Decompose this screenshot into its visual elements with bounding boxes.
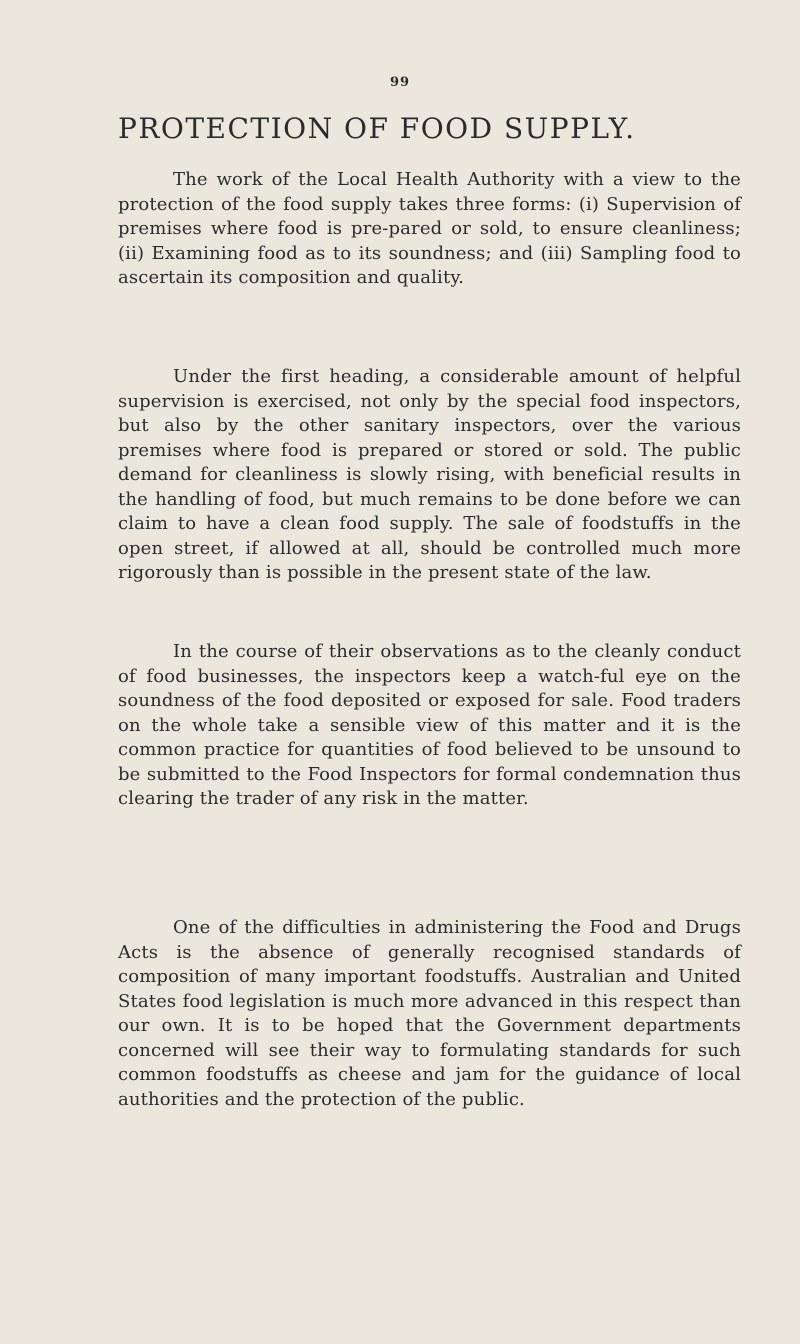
paragraph-examination: In the course of their observations as to the cleanly conduct of food businesses, the inspectors keep a watch-ful eye on the soundness of the food deposited or exposed for sale. Food traders on the whole take a sensible view of this matter and it is the common practice for quantities of food believed to be unsound to be submitted to the Food Inspectors for formal condemnation thus clearing the trader of any risk in the matter. bbox=[118, 641, 741, 809]
page-title: PROTECTION OF FOOD SUPPLY. bbox=[118, 112, 636, 145]
paragraph-standards: One of the difficulties in administering the Food and Drugs Acts is the absence of generally recognised standards of composition of many important foodstuffs. Australian and United States food legislation is much more advanced in this respect than our own. It is to be hoped that the Government departments concerned will see their way to formulating standards for such common foodstuffs as cheese and jam for the guidance of local authorities and the protection of the public. bbox=[118, 917, 741, 1110]
paragraph-intro: The work of the Local Health Authority with a view to the protection of the food supply takes three forms: (i) Supervision of premises where food is pre-pared or sold, to ensure cleanliness; (ii) Examining food as to its soundness; and (iii) Sampling food to ascertain its composition and quality. bbox=[118, 169, 741, 288]
page-number: 99 bbox=[389, 75, 411, 90]
paragraph-supervision: Under the first heading, a considerable amount of helpful supervision is exercised, not only by the special food inspectors, but also by the other sanitary inspectors, over the various premises where food is prepared or stored or sold. The public demand for cleanliness is slowly rising, with beneficial results in the handling of food, but much remains to be done before we can claim to have a clean food supply. The sale of foodstuffs in the open street, if allowed at all, should be controlled much more rigorously than is possible in the present state of the law. bbox=[118, 366, 741, 583]
